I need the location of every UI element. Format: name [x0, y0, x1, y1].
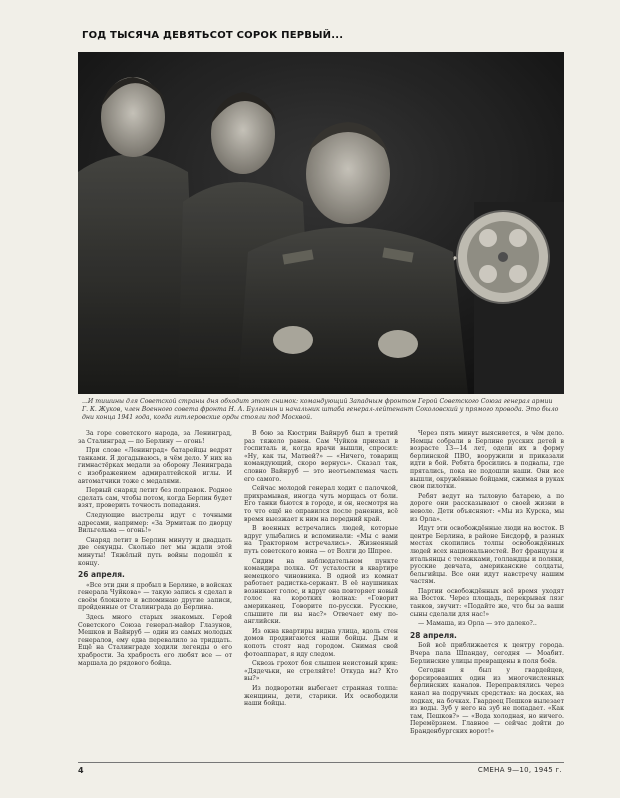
paragraph: Сейчас молодой генерал ходит с палочкой, прихрамывая, иногда чуть морщась от боли. Его танки бьются в городе, и он, несмотря на то что ещё не оправился после ранения, всё время выезжает к ним на передний край. — [244, 485, 398, 523]
paragraph: При слове «Ленинград» батарейцы ведрят танками. Я догадываюсь, в чём дело. У них на гимнастёрках медали за оборону Ленинграда с изображением адмиралтейской иглы. И автоматчики тоже с медалями. — [78, 447, 232, 485]
article-column-3 — [410, 430, 564, 760]
paragraph: В бою за Кюстрин Вайнруб был в третий раз тяжело ранен. Сам Чуйков приехал в госпиталь и, когда врачи вышли, спросил: «Ну, как ты, Матвей?» — «Ничего, товарищ командующий, скоро вернусь». Сказал так, словно Вайнруб — это неотъемлемая часть его самого. — [244, 430, 398, 483]
article-columns — [78, 430, 564, 760]
page-header-title: ГОД ТЫСЯЧА ДЕВЯТЬСОТ СОРОК ПЕРВЫЙ... — [82, 30, 344, 41]
paragraph: Снаряд летит в Берлин минуту и двадцать две секунды. Сколько лет мы ждали этой минуты! Тяжёлый путь войны подошёл к концу. — [78, 536, 232, 567]
page-number: 4 — [78, 766, 84, 775]
paragraph: Первый снаряд летит без поправок. Родное сделать сам, чтобы потом, когда Берлин будет взят, проверить точность попадания. — [78, 487, 232, 510]
article-column-1 — [78, 430, 232, 760]
diary-date-heading: 26 апреля. — [78, 570, 125, 580]
paragraph: Ребят ведут на тыловую батарею, а по дороге они рассказывают о своей жизни в неволе. Дети объясняют: «Мы из Курска, мы из Орла». — [410, 492, 564, 523]
paragraph: Здесь много старых знакомых. Герой Советского Союза генерал-майор Глазунов, Мешков и Вайнруб — один из самых молодых генералов, ему едва перевалило за тридцать. Ещё на Сталинграде ходили легенды о его храбрости. За храбрость его любят все — от маршала до рядового бойца. — [78, 614, 232, 667]
paragraph: Следующие выстрелы идут с точными адресами, например: «За Эрмитаж по дворцу Вильгельма — огонь!» — [78, 511, 232, 535]
diary-date-heading: 28 апреля. — [410, 630, 457, 640]
paragraph: «Все эти дни я пробыл в Берлине, в войсках генерала Чуйкова» — такую запись я сделал в своём блокноте и вспоминаю другие записи, пройденные от Сталинграда до Берлина. — [78, 581, 232, 612]
paragraph: Из подворотни выбегает странная толпа: женщины, дети, старики. Их освободили наши бойцы. — [244, 685, 398, 708]
paragraph: — Мамаша, из Орла — это далеко?.. — [418, 620, 537, 628]
magazine-issue-footer: СМЕНА 9—10, 1945 г. — [477, 766, 562, 774]
archival-photo — [78, 52, 564, 394]
paragraph: Сидим на наблюдательном пункте командира полка. От усталости в квартире немецкого чиновника. В одной из комнат работает радистка-сержант. В её наушниках возникает голос, и вдруг она повторяет новый голос на коротких волнах: «Говорит американец. Говорите по-русски. Русские, слышите ли вы нас?» Отвечает ему по-английски. — [244, 557, 398, 626]
footer-divider — [78, 762, 564, 763]
paragraph: Партии освобождённых всё время уходят на Восток. Через площадь, перекрывая лязг танков, звучит: «Подайте же, что бы за ваши сыны сделали для нас!» — [410, 587, 564, 618]
paragraph: Сегодня я был у гвардейцев, форсировавших один из многочисленных берлинских каналов. Переправлялись через канал на подручных средствах: на досках, на лодках, на бочках. Гвардеец Пешков вылезает из воды. Зуб у него на зуб не попадает. «Как там, Пешков?» — «Вода холодная, но ничего. Перемёрзнем. Главное — сейчас дойти до Бранденбургских ворот!» — [410, 667, 564, 735]
photo-illustration — [78, 52, 564, 394]
paragraph: В военных встречались людей, которые вдруг улыбались и вспоминали: «Мы с вами на Тракторном встречались». Жизненный путь советского воина — от Волги до Шпрее. — [244, 525, 398, 555]
photo-caption: ...И тишины для Советской страны дня обходит этот снимок: командующий Западным фронтом Герой Советского Союза генерал армии Г. К. Жуков, член Военного совета фронта Н. А. Булганин и начальник штаба генерал-лейтенант Соколовский у прямого провода. Это было дни конца 1941 года, когда гитлеровские орды стояли под Москвой. — [82, 398, 559, 421]
paragraph: Идут эти освобождённые люди на восток. В центре Берлина, в районе Бисдорф, в разных местах скопились толпы освобождённых людей всех национальностей. Вот французы и итальянцы с тележками, голландцы и поляки, русские девчата, американские солдаты, бельгийцы. Все они идут навстречу нашим частям. — [410, 525, 564, 586]
paragraph: Через пять минут выясняется, в чём дело. Немцы собрали в Берлине русских детей в возрасте 13—14 лет, одели их в форму берлинской ПВО, вооружили и приказали идти в бой. Ребята бросились в подвалы, где прятались, пока не подошли наши. Они все вышли, окружённые бойцами, сжимая в руках свои пилотки. — [410, 430, 564, 491]
article-column-2 — [244, 430, 398, 760]
paragraph: За горе советского народа, за Ленинград, за Сталинград — по Берлину — огонь! — [78, 430, 232, 445]
paragraph: Из окна квартиры видна улица, вдоль стен домов продвигаются наши бойцы. Дым и копоть стоят над городом. Снимая свой фотоаппарат, я иду следом. — [244, 627, 398, 658]
paragraph: Бой всё приближается к центру города. Вчера пала Шпандау, сегодня — Моабит. Берлинские улицы превращены в поля боёв. — [410, 642, 564, 665]
paragraph: Сквозь грохот боя слышен неистовый крик: «Дядечьки, не стреляйте! Откуда вы? Кто вы?» — [244, 660, 398, 683]
